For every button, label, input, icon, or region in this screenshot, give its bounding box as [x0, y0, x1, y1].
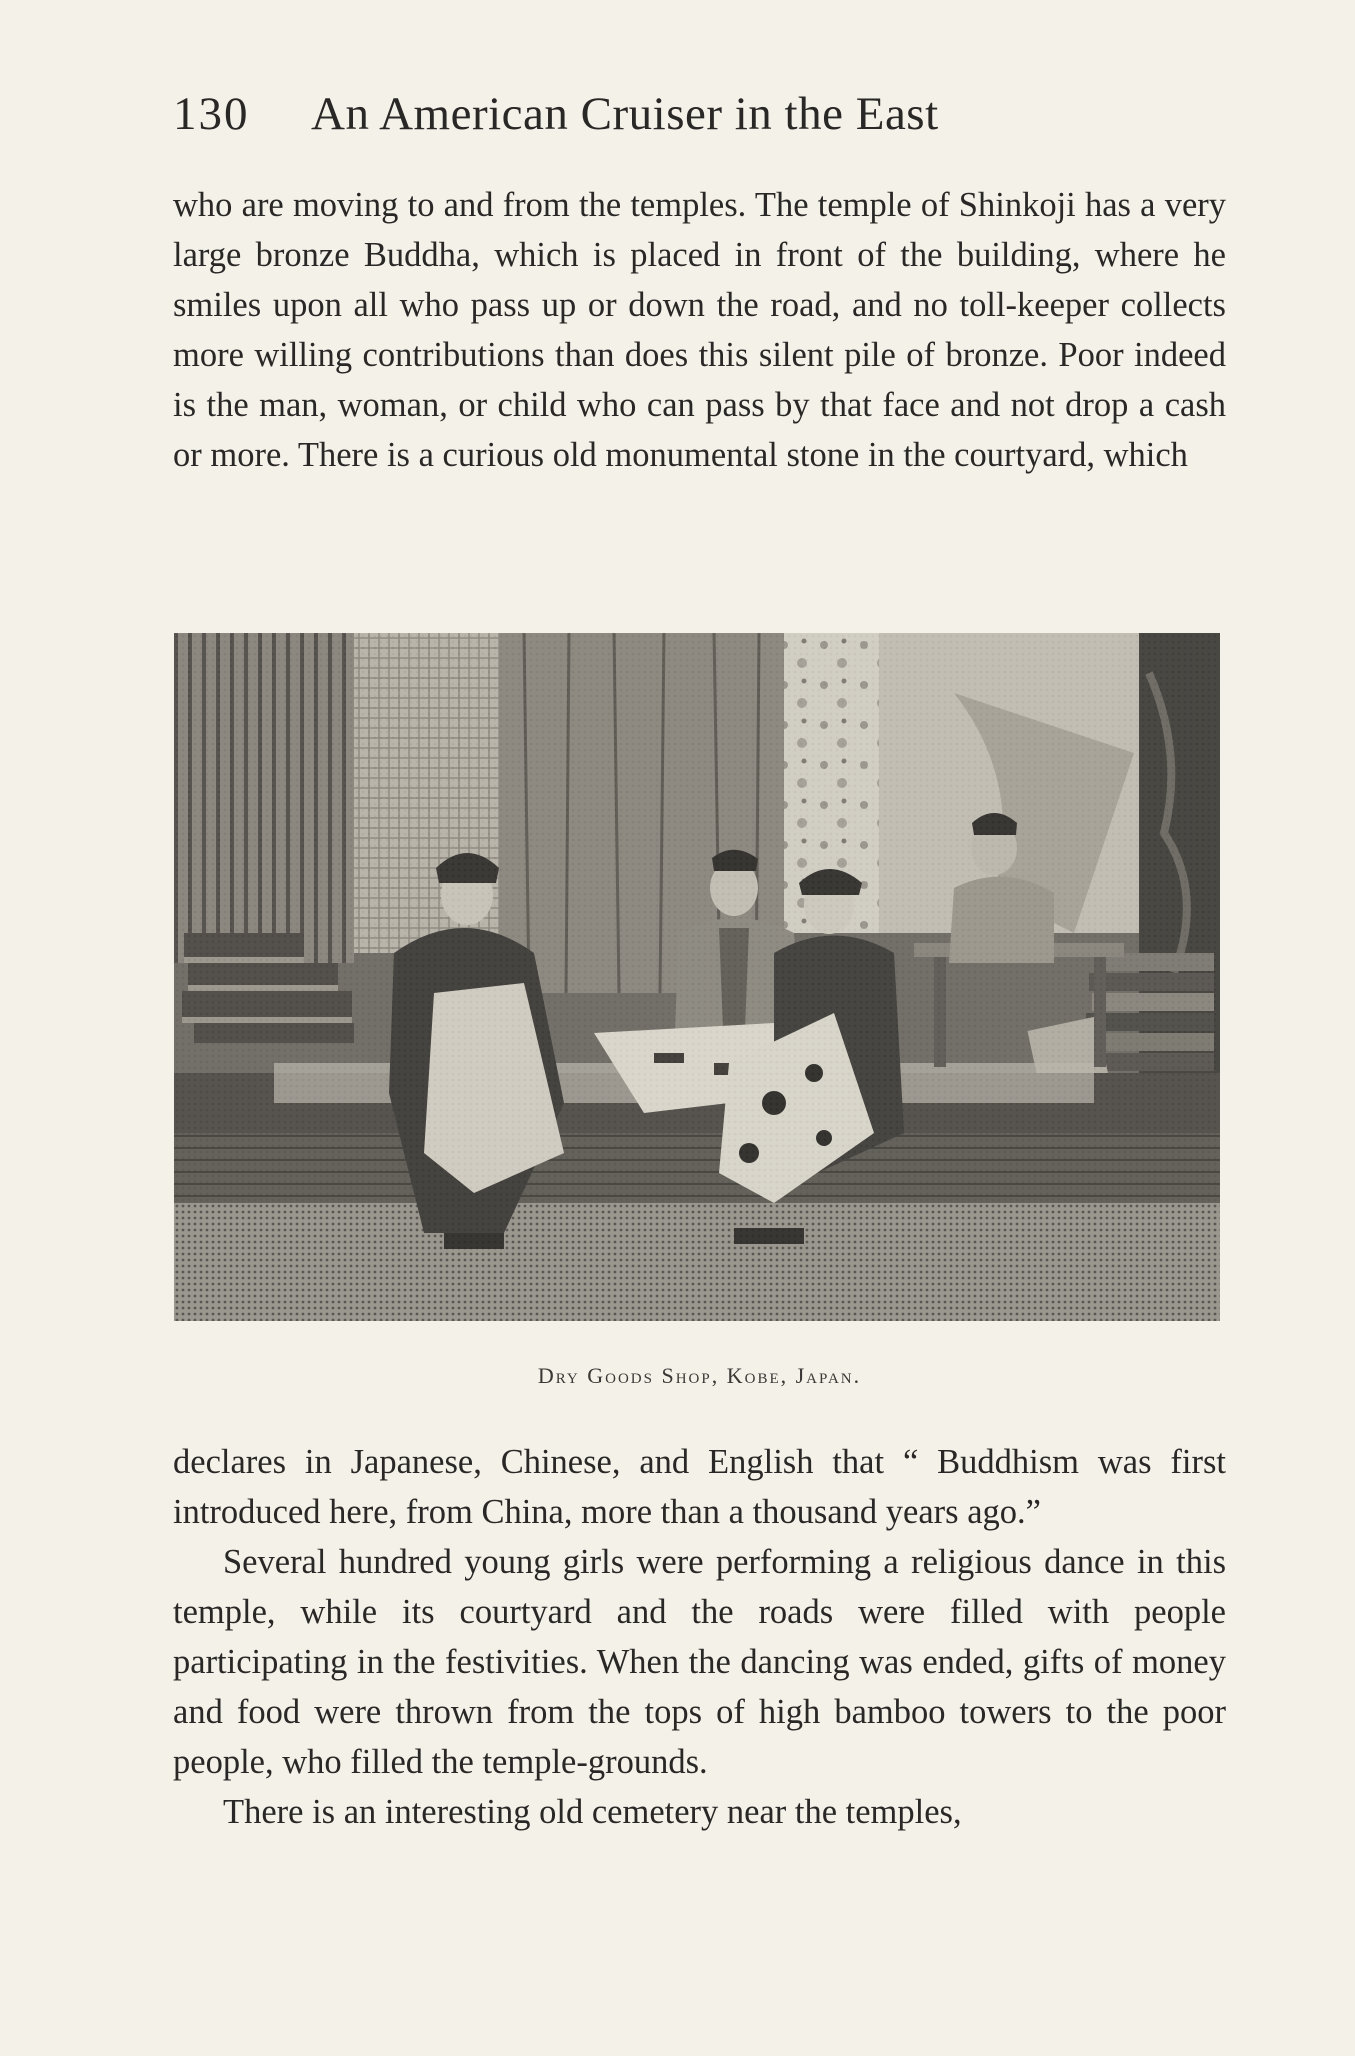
page-number: 130 [173, 88, 250, 140]
body-text-bottom [173, 1437, 1226, 1837]
body-text-top [173, 180, 1226, 480]
paragraph-buddhism-stone: declares in Japanese, Chinese, and English that “ Buddhism was first introduced here, from China, more than a thousand years ago.” [173, 1443, 1226, 1531]
photograph-dry-goods-shop [174, 633, 1220, 1321]
paragraph-cemetery: There is an interesting old cemetery near the temples, [223, 1793, 962, 1831]
paragraph-religious-dance: Several hundred young girls were performing a religious dance in this temple, while its courtyard and the roads were filled with people participating in the festivities. When the dancing was ended, gifts of money and food were thrown from the tops of high bamboo towers to the poor people, who filled the temple-grounds. [173, 1543, 1226, 1781]
page-header [173, 84, 1228, 144]
paragraph-temple-shinkoji: who are moving to and from the temples. The temple of Shinkoji has a very large bronze Buddha, which is placed in front of the building, where he smiles upon all who pass up or down the road, and no toll-keeper collects more willing contributions than does this silent pile of bronze. Poor indeed is the man, woman, or child who can pass by that face and not drop a cash or more. There is a curious old monumental stone in the courtyard, which [173, 186, 1226, 474]
running-title: An American Cruiser in the East [311, 88, 939, 140]
figure-caption: Dry Goods Shop, Kobe, Japan. [537, 1363, 862, 1388]
